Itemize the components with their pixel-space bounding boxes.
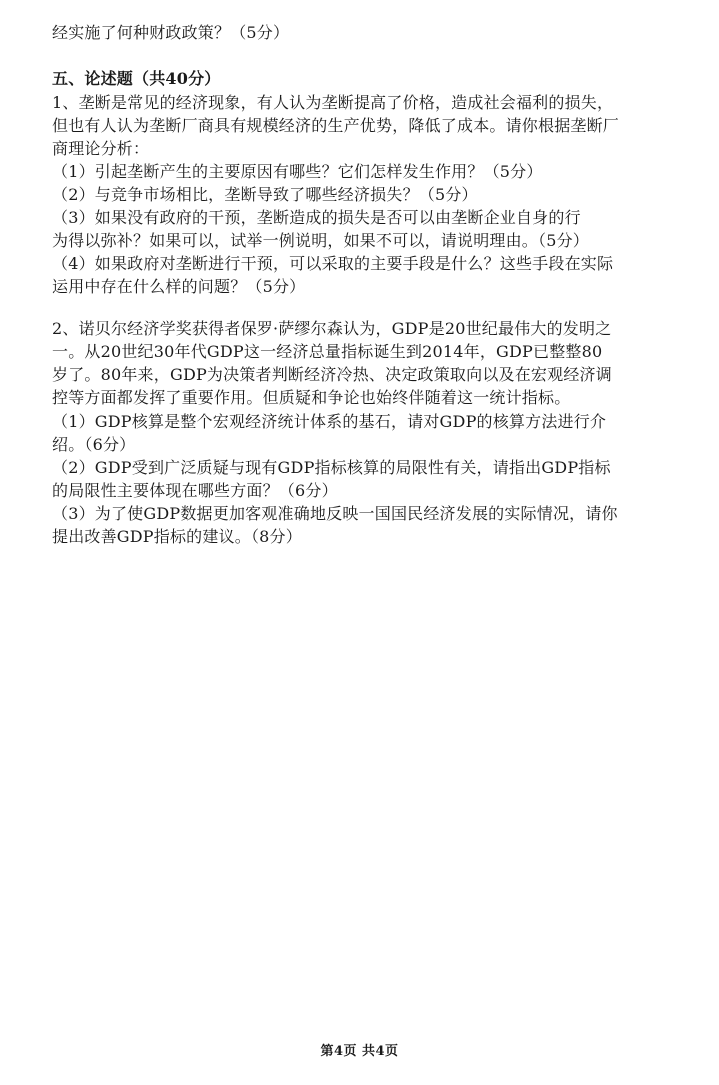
question-1-line: 商理论分析：: [52, 139, 150, 158]
question-1-line: 但也有人认为垄断厂商具有规模经济的生产优势，降低了成本。请你根据垄断厂: [52, 116, 620, 135]
question-2-line: 2、诺贝尔经济学奖获得者保罗·萨缪尔森认为，GDP是20世纪最伟大的发明之: [52, 319, 612, 338]
carryover-question-line: 经实施了何种财政政策？（5分）: [52, 23, 290, 42]
question-1-sub-3: （3）如果没有政府的干预，垄断造成的损失是否可以由垄断企业自身的行: [52, 208, 581, 227]
question-2-sub-3-cont: 提出改善GDP指标的建议。（8分）: [52, 527, 302, 546]
question-1-sub-2: （2）与竞争市场相比，垄断导致了哪些经济损失？（5分）: [52, 185, 478, 204]
question-1-sub-4-cont: 运用中存在什么样的问题？（5分）: [52, 277, 306, 296]
question-2-sub-1-cont: 绍。（6分）: [52, 435, 136, 454]
question-2-line: 控等方面都发挥了重要作用。但质疑和争论也始终伴随着这一统计指标。: [52, 388, 571, 407]
page-number-footer: 第4页 共4页: [320, 1044, 399, 1059]
section-heading: 五、论述题（共40分）: [52, 69, 221, 88]
question-2-sub-3: （3）为了使GDP数据更加客观准确地反映一国国民经济发展的实际情况，请你: [52, 504, 618, 523]
question-1-line: 1、垄断是常见的经济现象，有人认为垄断提高了价格，造成社会福利的损失，: [52, 93, 614, 112]
question-2-sub-2-cont: 的局限性主要体现在哪些方面？（6分）: [52, 481, 338, 500]
question-2-line: 岁了。80年来，GDP为决策者判断经济冷热、决定政策取向以及在宏观经济调: [52, 365, 612, 384]
question-1-sub-4: （4）如果政府对垄断进行干预，可以采取的主要手段是什么？这些手段在实际: [52, 254, 614, 273]
question-1-sub-3-cont: 为得以弥补？如果可以，试举一例说明，如果不可以，请说明理由。（5分）: [52, 231, 589, 250]
question-2-sub-1: （1）GDP核算是整个宏观经济统计体系的基石，请对GDP的核算方法进行介: [52, 412, 607, 431]
question-2-sub-2: （2）GDP受到广泛质疑与现有GDP指标核算的局限性有关，请指出GDP指标: [52, 458, 611, 477]
question-1-sub-1: （1）引起垄断产生的主要原因有哪些？它们怎样发生作用？（5分）: [52, 162, 543, 181]
question-2-line: 一。从20世纪30年代GDP这一经济总量指标诞生到2014年，GDP已整整80: [52, 342, 603, 361]
